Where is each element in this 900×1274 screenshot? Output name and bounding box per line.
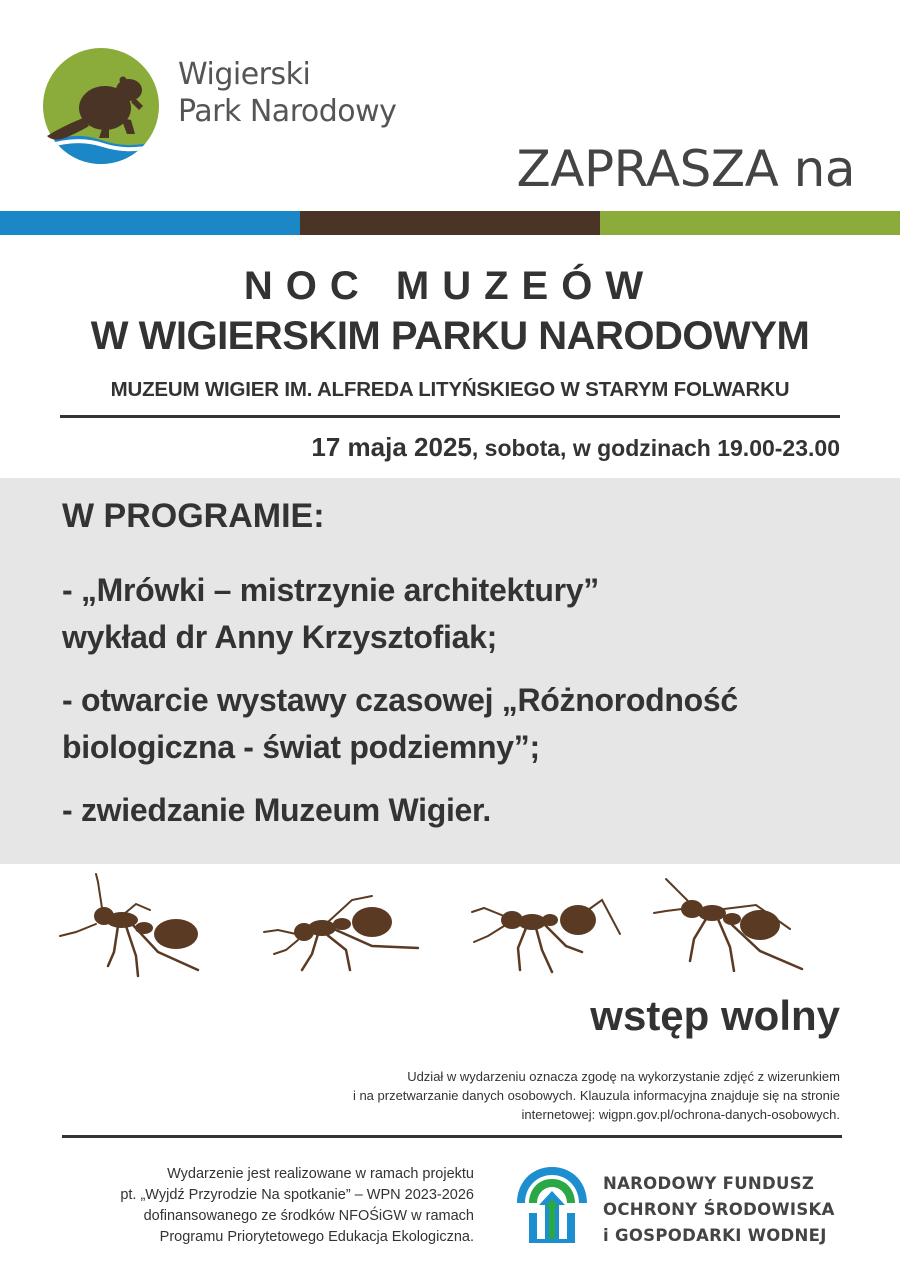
consent-line: i na przetwarzanie danych osobowych. Klauzula informacyjna znajduje się na stronie — [352, 1088, 840, 1103]
admission-free: wstęp wolny — [590, 992, 840, 1039]
program-heading: W PROGRAMIE: — [62, 497, 325, 535]
consent-line: internetowej: wigpn.gov.pl/ochrona-danych-osobowych. — [521, 1107, 840, 1122]
program-item-line: - „Mrówki – mistrzynie architektury” — [62, 572, 599, 608]
event-title-line2: W WIGIERSKIM PARKU NARODOWYM — [90, 314, 810, 358]
event-date-rest: , sobota, w godzinach 19.00-23.00 — [471, 435, 840, 461]
program-item-line: biologiczna - świat podziemny”; — [62, 729, 540, 765]
funding-line: dofinansowanego ze środków NFOŚiGW w ramach — [143, 1208, 474, 1224]
sponsor-name-line: i GOSPODARKI WODNEJ — [603, 1226, 827, 1245]
event-date — [311, 432, 840, 463]
program-item-line: - zwiedzanie Muzeum Wigier. — [62, 792, 492, 828]
sponsor-name-line: OCHRONY ŚRODOWISKA — [603, 1200, 835, 1219]
event-venue: MUZEUM WIGIER IM. ALFREDA LITYŃSKIEGO W STARYM FOLWARKU — [110, 378, 790, 401]
stripe-brown — [300, 211, 600, 235]
funding-line: pt. „Wyjdź Przyrodzie Na spotkanie” – WPN 2023-2026 — [120, 1187, 474, 1203]
consent-notice — [240, 1067, 840, 1124]
sponsor-name — [603, 1171, 835, 1249]
stripe-blue — [0, 211, 300, 235]
program-item — [62, 567, 599, 661]
divider — [62, 1135, 842, 1138]
divider — [60, 415, 840, 418]
funding-note — [40, 1164, 474, 1248]
beaver-logo-icon — [43, 48, 159, 164]
program-item-line: wykład dr Anny Krzysztofiak; — [62, 619, 497, 655]
park-name-line1: Wigierski — [178, 57, 311, 92]
funding-line: Programu Priorytetowego Edukacja Ekologiczna. — [159, 1229, 474, 1245]
nfosigw-logo-icon — [515, 1165, 589, 1245]
ant-icon — [58, 872, 208, 982]
funding-line: Wydarzenie jest realizowane w ramach projektu — [167, 1166, 474, 1182]
stripe-green — [600, 211, 900, 235]
program-item — [62, 787, 491, 834]
program-item — [62, 677, 738, 771]
sponsor-name-line: NARODOWY FUNDUSZ — [603, 1174, 815, 1193]
park-name — [178, 56, 396, 130]
event-date-main: 17 maja 2025 — [311, 432, 472, 462]
ant-icon — [470, 890, 630, 975]
program-item-line: - otwarcie wystawy czasowej „Różnorodność — [62, 682, 738, 718]
park-name-line2: Park Narodowy — [178, 94, 397, 129]
invites-heading: ZAPRASZA na — [516, 140, 855, 198]
ant-icon — [262, 892, 422, 972]
consent-line: Udział w wydarzeniu oznacza zgodę na wykorzystanie zdjęć z wizerunkiem — [407, 1069, 840, 1084]
ant-icon — [652, 877, 812, 972]
event-title-line1: NOC MUZEÓW — [243, 264, 657, 308]
